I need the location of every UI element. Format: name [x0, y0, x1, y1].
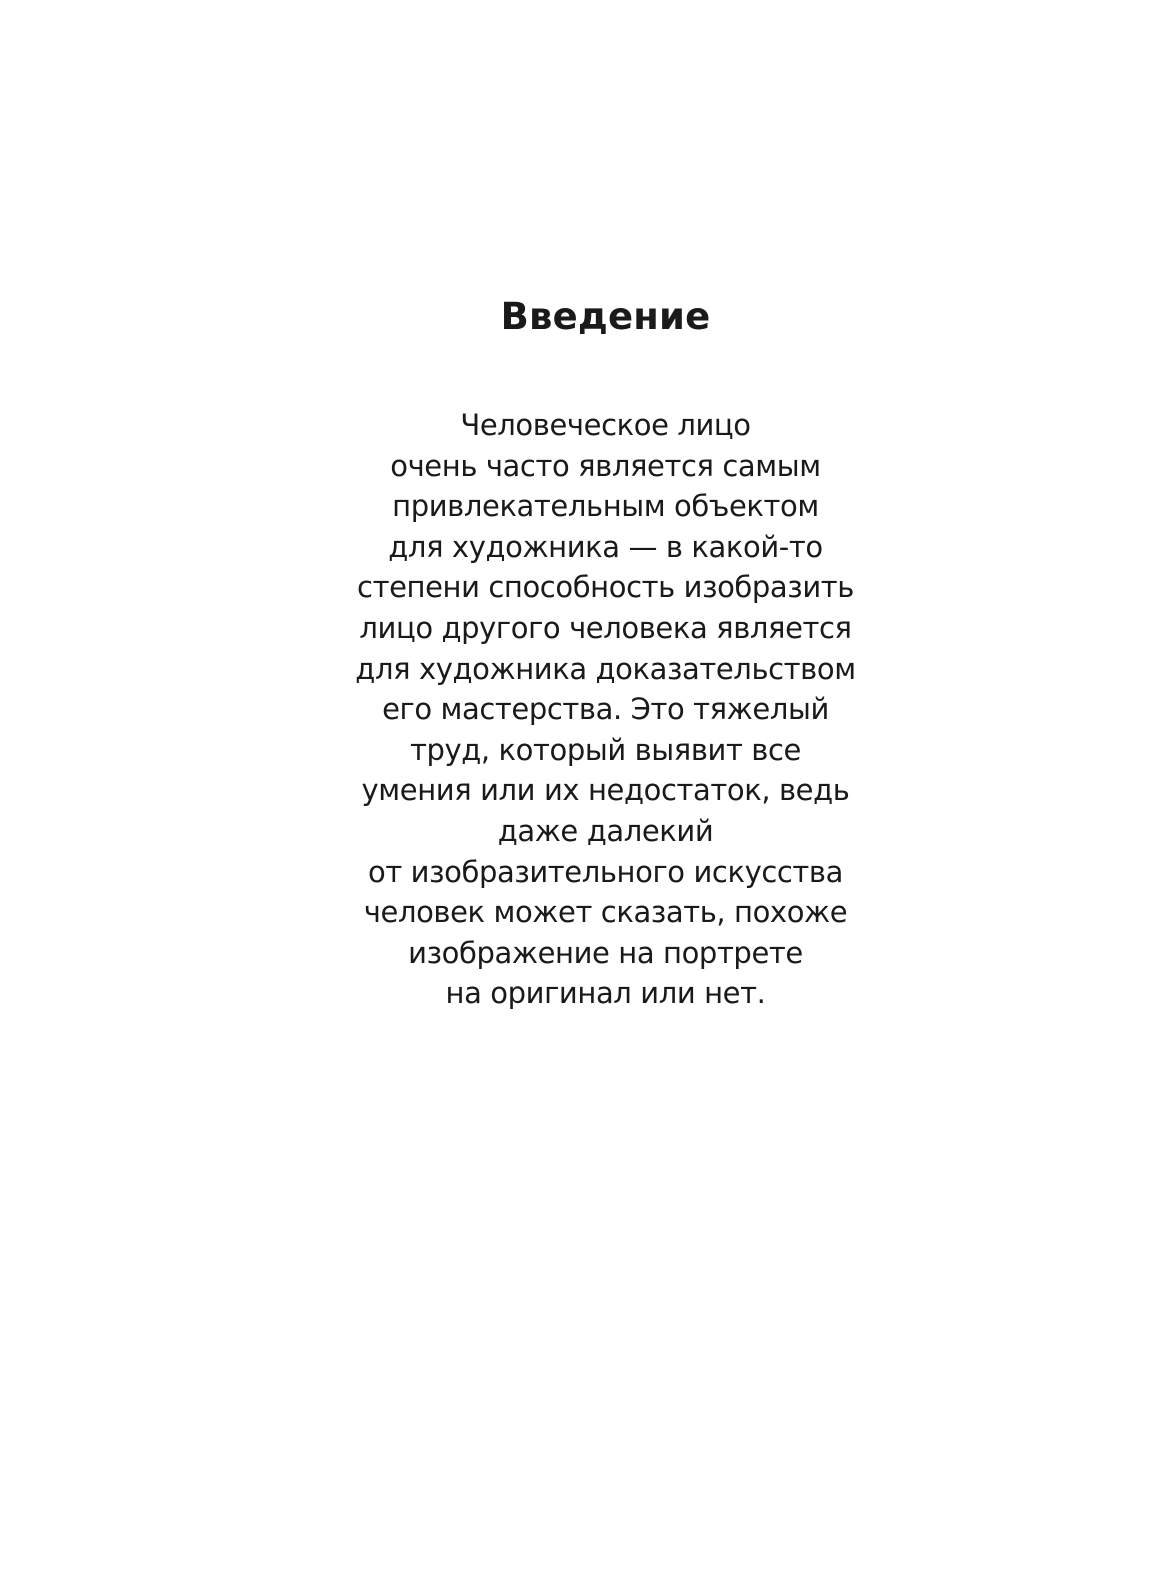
paragraph-line: на оригинал или нет. [445, 976, 766, 1011]
paragraph-line: даже далекий [497, 813, 714, 848]
paragraph-line: привлекательным объектом [392, 489, 819, 524]
paragraph-line: для художника — в какой-то [388, 529, 823, 564]
paragraph-line: Человеческое лицо [460, 408, 751, 442]
paragraph-line: очень часто является самым [390, 448, 821, 483]
paragraph-line: человек может сказать, похоже [363, 895, 848, 930]
paragraph-line: для художника доказательством [355, 651, 856, 686]
paragraph-line: степени способность изобразить [357, 570, 854, 605]
paragraph-line: умения или их недостаток, ведь [361, 773, 850, 808]
paragraph-line: от изобразительного искусства [368, 854, 843, 889]
paragraph-line: лицо другого человека является [359, 610, 852, 645]
paragraph-line: его мастерства. Это тяжелый [382, 692, 829, 727]
intro-paragraph [0, 405, 1163, 1014]
paragraph-line: изображение на портрете [408, 935, 803, 970]
paragraph-line: труд, который выявит все [410, 732, 801, 767]
page-title: Введение [500, 295, 711, 338]
